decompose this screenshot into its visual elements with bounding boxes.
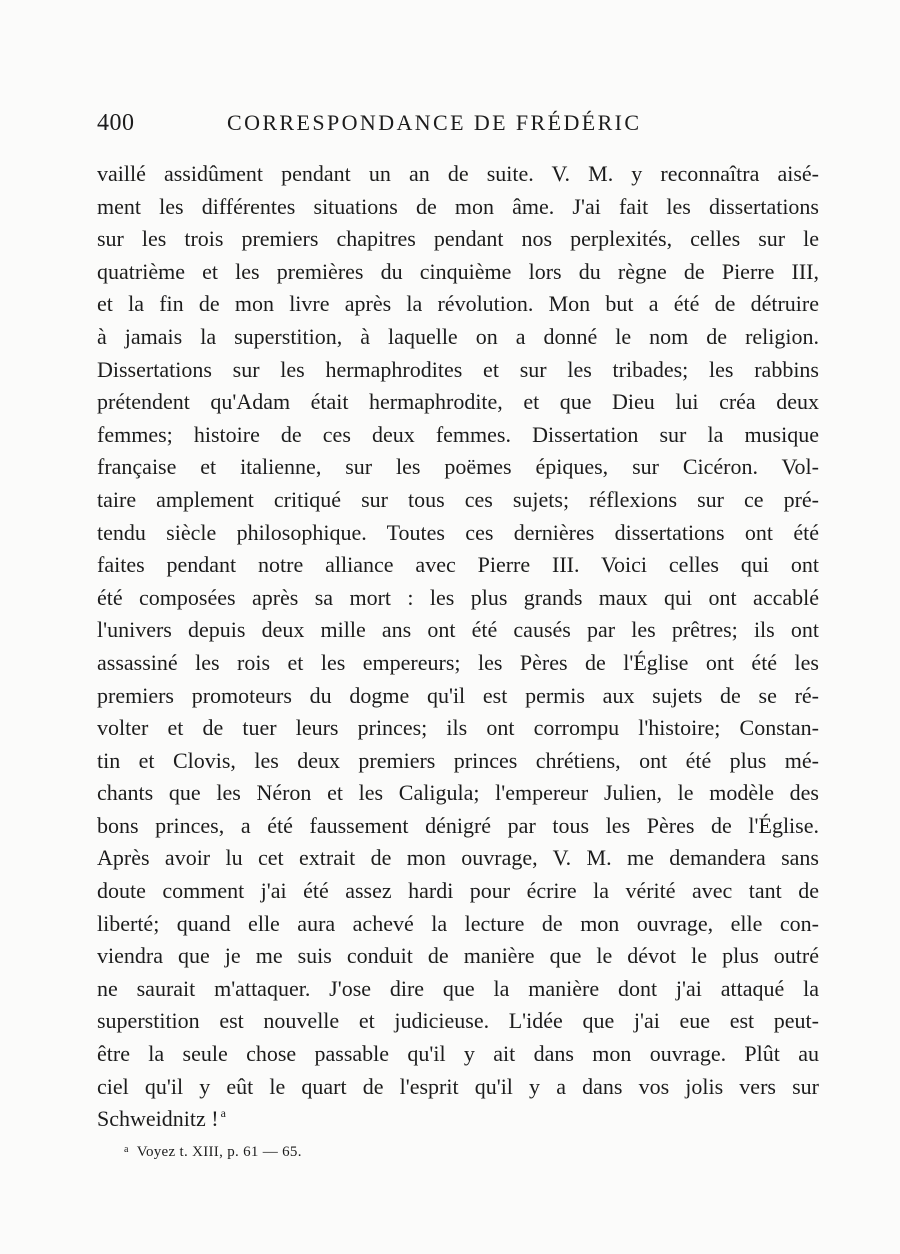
text-line: doute comment j'ai été assez hardi pour écrire la vérité avec tant de	[97, 878, 819, 904]
text-line: Dissertations sur les hermaphrodites et sur les tribades; les rabbins	[97, 356, 819, 382]
text-line: à jamais la superstition, à laquelle on a donné le nom de religion.	[97, 323, 819, 349]
last-line-text: Schweidnitz !	[97, 1106, 219, 1132]
text-line: sur les trois premiers chapitres pendant nos perplexités, celles sur le	[97, 226, 819, 252]
footnote	[124, 1144, 302, 1161]
text-line: premiers promoteurs du dogme qu'il est permis aux sujets de se ré-	[97, 682, 819, 708]
text-line: viendra que je me suis conduit de manière que le dévot le plus outré	[97, 943, 819, 969]
footnote-reference: a	[220, 1106, 226, 1121]
text-line: chants que les Néron et les Caligula; l'empereur Julien, le modèle des	[97, 780, 819, 806]
text-line: être la seule chose passable qu'il y ait dans mon ouvrage. Plût au	[97, 1041, 819, 1067]
text-line: taire amplement critiqué sur tous ces sujets; réflexions sur ce pré-	[97, 486, 819, 512]
text-line: faites pendant notre alliance avec Pierre III. Voici celles qui ont	[97, 552, 819, 578]
text-line: assassiné les rois et les empereurs; les Pères de l'Église ont été les	[97, 649, 819, 675]
text-line: liberté; quand elle aura achevé la lecture de mon ouvrage, elle con-	[97, 910, 819, 936]
text-line: femmes; histoire de ces deux femmes. Dissertation sur la musique	[97, 421, 819, 447]
page-number: 400	[97, 110, 135, 136]
running-head	[97, 110, 817, 142]
text-line: superstition est nouvelle et judicieuse. L'idée que j'ai eue est peut-	[97, 1008, 819, 1034]
text-line: française et italienne, sur les poëmes épiques, sur Cicéron. Vol-	[97, 454, 819, 480]
text-line: bons princes, a été faussement dénigré par tous les Pères de l'Église.	[97, 812, 819, 838]
text-line: tendu siècle philosophique. Toutes ces dernières dissertations ont été	[97, 519, 819, 545]
text-line: été composées après sa mort : les plus grands maux qui ont accablé	[97, 584, 819, 610]
text-line: vaillé assidûment pendant un an de suite. V. M. y reconnaîtra aisé-	[97, 161, 819, 186]
text-line-last	[97, 1103, 819, 1136]
text-line: l'univers depuis deux mille ans ont été causés par les prêtres; ils ont	[97, 617, 819, 643]
text-line: quatrième et les premières du cinquième lors du règne de Pierre III,	[97, 258, 819, 284]
text-line: volter et de tuer leurs princes; ils ont corrompu l'histoire; Constan-	[97, 715, 819, 741]
text-line: Après avoir lu cet extrait de mon ouvrage, V. M. me demandera sans	[97, 845, 819, 871]
text-line: tin et Clovis, les deux premiers princes chrétiens, ont été plus mé-	[97, 747, 819, 773]
footnote-text: Voyez t. XIII, p. 61 — 65.	[136, 1144, 302, 1160]
text-line: ne saurait m'attaquer. J'ose dire que la manière dont j'ai attaqué la	[97, 975, 819, 1001]
body-text	[97, 158, 819, 1136]
running-title: CORRESPONDANCE DE FRÉDÉRIC	[227, 110, 642, 135]
text-line: ciel qu'il y eût le quart de l'esprit qu'il y a dans vos jolis vers sur	[97, 1073, 819, 1099]
text-line: prétendent qu'Adam était hermaphrodite, et que Dieu lui créa deux	[97, 389, 819, 415]
text-line: ment les différentes situations de mon âme. J'ai fait les dissertations	[97, 193, 819, 219]
text-line: et la fin de mon livre après la révolution. Mon but a été de détruire	[97, 291, 819, 317]
footnote-mark: a	[124, 1144, 129, 1155]
